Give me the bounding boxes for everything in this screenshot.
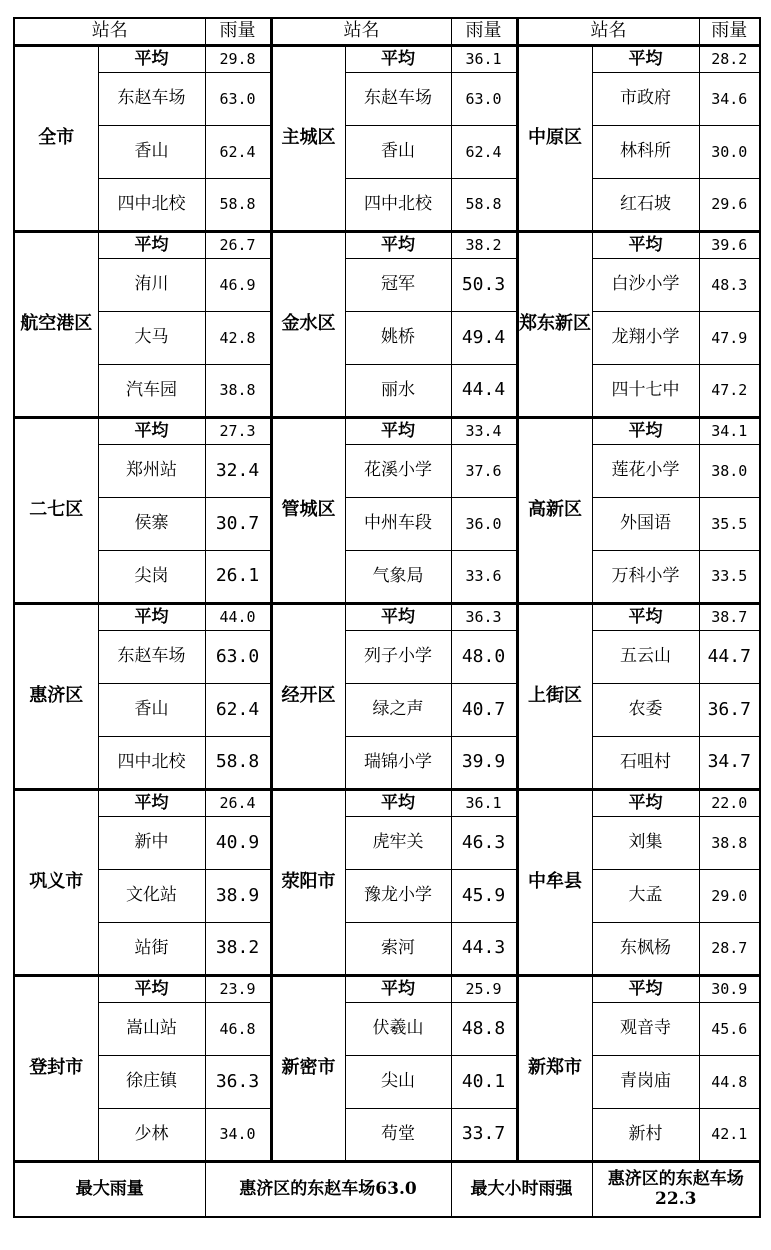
avg-value: 38.7 — [699, 603, 760, 630]
station-name: 莲花小学 — [592, 444, 699, 497]
station-name: 青岗庙 — [592, 1055, 699, 1108]
rainfall-table-body — [14, 18, 760, 1161]
avg-value: 30.9 — [699, 975, 760, 1002]
station-rainfall: 40.9 — [205, 816, 271, 869]
station-rainfall: 42.8 — [205, 311, 271, 364]
station-rainfall: 38.8 — [699, 816, 760, 869]
station-row — [14, 922, 760, 975]
station-rainfall: 44.8 — [699, 1055, 760, 1108]
avg-value: 28.2 — [699, 45, 760, 72]
station-rainfall: 38.8 — [205, 364, 271, 417]
station-name: 农委 — [592, 683, 699, 736]
avg-row — [14, 975, 760, 1002]
station-rainfall: 35.5 — [699, 497, 760, 550]
station-rainfall: 33.5 — [699, 550, 760, 603]
station-name: 郑州站 — [98, 444, 205, 497]
district-name: 登封市 — [14, 975, 98, 1161]
station-rainfall: 29.0 — [699, 869, 760, 922]
station-row — [14, 72, 760, 125]
max-rain-value: 惠济区的东赵车场63.0 — [205, 1161, 451, 1217]
avg-label: 平均 — [592, 45, 699, 72]
station-name: 四中北校 — [98, 736, 205, 789]
station-name: 索河 — [345, 922, 451, 975]
station-rainfall: 48.0 — [451, 630, 517, 683]
station-name: 香山 — [98, 683, 205, 736]
avg-label: 平均 — [592, 603, 699, 630]
station-rainfall: 44.3 — [451, 922, 517, 975]
avg-value: 34.1 — [699, 417, 760, 444]
district-name: 上街区 — [517, 603, 592, 789]
station-rainfall: 49.4 — [451, 311, 517, 364]
station-name: 文化站 — [98, 869, 205, 922]
avg-label: 平均 — [98, 603, 205, 630]
station-name: 瑞锦小学 — [345, 736, 451, 789]
district-name: 管城区 — [271, 417, 345, 603]
avg-label: 平均 — [345, 603, 451, 630]
station-name: 豫龙小学 — [345, 869, 451, 922]
district-name: 巩义市 — [14, 789, 98, 975]
district-name: 中原区 — [517, 45, 592, 231]
avg-label: 平均 — [345, 417, 451, 444]
station-rainfall: 26.1 — [205, 550, 271, 603]
avg-label: 平均 — [98, 975, 205, 1002]
station-rainfall: 33.7 — [451, 1108, 517, 1161]
avg-label: 平均 — [592, 789, 699, 816]
header-row — [14, 18, 760, 45]
station-row — [14, 550, 760, 603]
station-row — [14, 869, 760, 922]
avg-label: 平均 — [345, 231, 451, 258]
station-name: 列子小学 — [345, 630, 451, 683]
station-row — [14, 444, 760, 497]
station-rainfall: 34.7 — [699, 736, 760, 789]
header-rain-1: 雨量 — [205, 18, 271, 45]
header-station-2: 站名 — [271, 18, 451, 45]
station-rainfall: 58.8 — [205, 736, 271, 789]
avg-row — [14, 789, 760, 816]
station-name: 大孟 — [592, 869, 699, 922]
header-station-3: 站名 — [517, 18, 699, 45]
avg-row — [14, 45, 760, 72]
station-name: 站街 — [98, 922, 205, 975]
station-name: 虎牢关 — [345, 816, 451, 869]
station-row — [14, 816, 760, 869]
station-rainfall: 46.9 — [205, 258, 271, 311]
station-rainfall: 34.0 — [205, 1108, 271, 1161]
station-rainfall: 33.6 — [451, 550, 517, 603]
station-rainfall: 47.9 — [699, 311, 760, 364]
station-rainfall: 46.3 — [451, 816, 517, 869]
station-row — [14, 364, 760, 417]
avg-value: 36.1 — [451, 45, 517, 72]
station-name: 汽车园 — [98, 364, 205, 417]
station-name: 四中北校 — [345, 178, 451, 231]
avg-value: 38.2 — [451, 231, 517, 258]
station-rainfall: 40.7 — [451, 683, 517, 736]
station-rainfall: 44.4 — [451, 364, 517, 417]
header-station-1: 站名 — [14, 18, 205, 45]
avg-value: 39.6 — [699, 231, 760, 258]
district-name: 主城区 — [271, 45, 345, 231]
avg-value: 44.0 — [205, 603, 271, 630]
station-name: 香山 — [98, 125, 205, 178]
station-rainfall: 28.7 — [699, 922, 760, 975]
station-rainfall: 30.7 — [205, 497, 271, 550]
station-rainfall: 63.0 — [451, 72, 517, 125]
avg-label: 平均 — [592, 417, 699, 444]
station-rainfall: 45.6 — [699, 1002, 760, 1055]
station-rainfall: 45.9 — [451, 869, 517, 922]
avg-value: 26.4 — [205, 789, 271, 816]
station-rainfall: 62.4 — [205, 125, 271, 178]
station-name: 中州车段 — [345, 497, 451, 550]
station-name: 香山 — [345, 125, 451, 178]
station-rainfall: 36.7 — [699, 683, 760, 736]
station-row — [14, 258, 760, 311]
avg-label: 平均 — [98, 417, 205, 444]
station-name: 东赵车场 — [345, 72, 451, 125]
avg-value: 27.3 — [205, 417, 271, 444]
district-name: 金水区 — [271, 231, 345, 417]
station-rainfall: 48.3 — [699, 258, 760, 311]
station-rainfall: 38.0 — [699, 444, 760, 497]
district-name: 全市 — [14, 45, 98, 231]
station-rainfall: 30.0 — [699, 125, 760, 178]
station-name: 尖岗 — [98, 550, 205, 603]
station-row — [14, 311, 760, 364]
max-hourly-value: 惠济区的东赵车场22.3 — [592, 1161, 760, 1217]
avg-value: 25.9 — [451, 975, 517, 1002]
avg-label: 平均 — [345, 45, 451, 72]
avg-label: 平均 — [592, 975, 699, 1002]
station-rainfall: 36.3 — [205, 1055, 271, 1108]
station-name: 新村 — [592, 1108, 699, 1161]
avg-value: 26.7 — [205, 231, 271, 258]
station-rainfall: 29.6 — [699, 178, 760, 231]
avg-value: 36.3 — [451, 603, 517, 630]
avg-row — [14, 231, 760, 258]
station-name: 石咀村 — [592, 736, 699, 789]
station-row — [14, 497, 760, 550]
header-rain-2: 雨量 — [451, 18, 517, 45]
district-name: 荥阳市 — [271, 789, 345, 975]
district-name: 经开区 — [271, 603, 345, 789]
avg-value: 22.0 — [699, 789, 760, 816]
station-row — [14, 736, 760, 789]
station-row — [14, 1002, 760, 1055]
station-rainfall: 40.1 — [451, 1055, 517, 1108]
district-name: 郑东新区 — [517, 231, 592, 417]
district-name: 高新区 — [517, 417, 592, 603]
avg-label: 平均 — [345, 975, 451, 1002]
station-rainfall: 44.7 — [699, 630, 760, 683]
avg-label: 平均 — [345, 789, 451, 816]
station-row — [14, 1108, 760, 1161]
station-name: 四十七中 — [592, 364, 699, 417]
station-name: 刘集 — [592, 816, 699, 869]
station-rainfall: 58.8 — [205, 178, 271, 231]
header-rain-3: 雨量 — [699, 18, 760, 45]
rainfall-table — [13, 17, 761, 1218]
station-name: 洧川 — [98, 258, 205, 311]
station-name: 绿之声 — [345, 683, 451, 736]
station-name: 白沙小学 — [592, 258, 699, 311]
station-row — [14, 683, 760, 736]
summary-row — [14, 1161, 760, 1217]
station-rainfall: 50.3 — [451, 258, 517, 311]
district-name: 惠济区 — [14, 603, 98, 789]
district-name: 新郑市 — [517, 975, 592, 1161]
station-row — [14, 178, 760, 231]
station-rainfall: 38.2 — [205, 922, 271, 975]
station-name: 丽水 — [345, 364, 451, 417]
station-rainfall: 34.6 — [699, 72, 760, 125]
avg-label: 平均 — [98, 45, 205, 72]
station-name: 东枫杨 — [592, 922, 699, 975]
station-name: 大马 — [98, 311, 205, 364]
station-rainfall: 62.4 — [205, 683, 271, 736]
station-rainfall: 38.9 — [205, 869, 271, 922]
avg-label: 平均 — [98, 789, 205, 816]
station-name: 侯寨 — [98, 497, 205, 550]
station-name: 林科所 — [592, 125, 699, 178]
max-hourly-label: 最大小时雨强 — [451, 1161, 592, 1217]
station-name: 花溪小学 — [345, 444, 451, 497]
station-name: 外国语 — [592, 497, 699, 550]
station-row — [14, 630, 760, 683]
station-rainfall: 37.6 — [451, 444, 517, 497]
station-name: 东赵车场 — [98, 630, 205, 683]
station-name: 龙翔小学 — [592, 311, 699, 364]
avg-value: 29.8 — [205, 45, 271, 72]
district-name: 新密市 — [271, 975, 345, 1161]
station-rainfall: 47.2 — [699, 364, 760, 417]
avg-value: 36.1 — [451, 789, 517, 816]
station-row — [14, 125, 760, 178]
station-name: 嵩山站 — [98, 1002, 205, 1055]
station-name: 冠军 — [345, 258, 451, 311]
district-name: 航空港区 — [14, 231, 98, 417]
station-rainfall: 62.4 — [451, 125, 517, 178]
station-rainfall: 63.0 — [205, 72, 271, 125]
station-rainfall: 39.9 — [451, 736, 517, 789]
avg-row — [14, 603, 760, 630]
avg-value: 23.9 — [205, 975, 271, 1002]
station-name: 伏羲山 — [345, 1002, 451, 1055]
station-name: 万科小学 — [592, 550, 699, 603]
station-name: 少林 — [98, 1108, 205, 1161]
station-rainfall: 32.4 — [205, 444, 271, 497]
district-name: 二七区 — [14, 417, 98, 603]
station-name: 红石坡 — [592, 178, 699, 231]
avg-value: 33.4 — [451, 417, 517, 444]
station-name: 市政府 — [592, 72, 699, 125]
station-name: 五云山 — [592, 630, 699, 683]
station-name: 尖山 — [345, 1055, 451, 1108]
station-rainfall: 48.8 — [451, 1002, 517, 1055]
max-rain-label: 最大雨量 — [14, 1161, 205, 1217]
district-name: 中牟县 — [517, 789, 592, 975]
station-name: 东赵车场 — [98, 72, 205, 125]
avg-label: 平均 — [592, 231, 699, 258]
avg-row — [14, 417, 760, 444]
station-name: 徐庄镇 — [98, 1055, 205, 1108]
station-name: 新中 — [98, 816, 205, 869]
station-rainfall: 36.0 — [451, 497, 517, 550]
station-rainfall: 46.8 — [205, 1002, 271, 1055]
avg-label: 平均 — [98, 231, 205, 258]
station-rainfall: 58.8 — [451, 178, 517, 231]
station-name: 气象局 — [345, 550, 451, 603]
station-name: 观音寺 — [592, 1002, 699, 1055]
station-row — [14, 1055, 760, 1108]
station-rainfall: 63.0 — [205, 630, 271, 683]
station-name: 苟堂 — [345, 1108, 451, 1161]
station-name: 姚桥 — [345, 311, 451, 364]
station-name: 四中北校 — [98, 178, 205, 231]
station-rainfall: 42.1 — [699, 1108, 760, 1161]
